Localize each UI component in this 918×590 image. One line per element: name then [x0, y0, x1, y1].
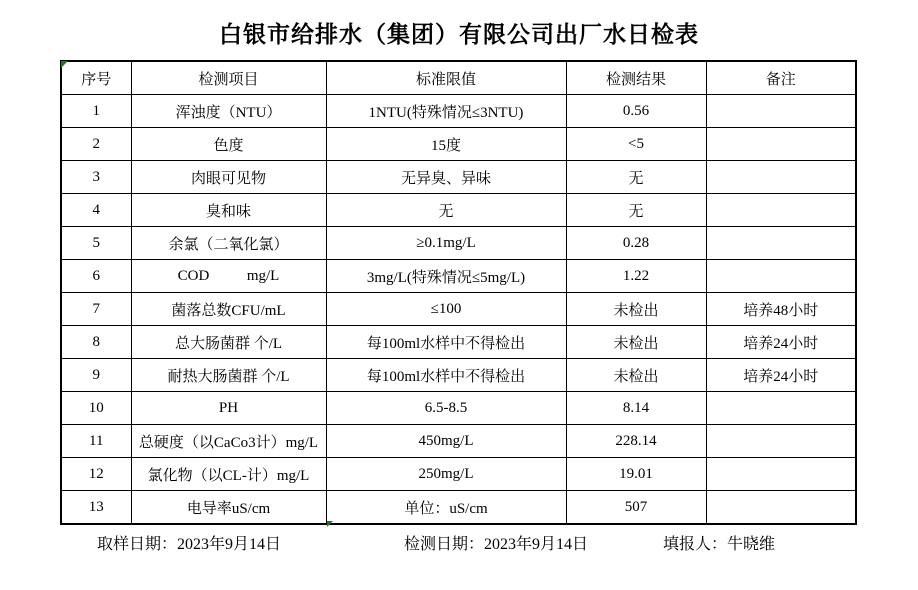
cell-standard: 15度: [326, 128, 566, 161]
cell-no: 11: [61, 425, 131, 458]
excel-error-marker-icon: [61, 61, 68, 68]
cell-no: 2: [61, 128, 131, 161]
column-header-standard: 标准限值: [326, 61, 566, 95]
cell-result: 无: [566, 194, 706, 227]
cell-remark: [706, 260, 856, 293]
cell-no: 12: [61, 458, 131, 491]
cell-item: 臭和味: [131, 194, 326, 227]
cell-item: 肉眼可见物: [131, 161, 326, 194]
cell-item: 菌落总数CFU/mL: [131, 293, 326, 326]
cell-item: 浑浊度（NTU）: [131, 95, 326, 128]
column-header-no: 序号: [61, 61, 131, 95]
cell-result: 0.28: [566, 227, 706, 260]
cell-no: 7: [61, 293, 131, 326]
cell-standard: 无: [326, 194, 566, 227]
cell-remark: [706, 425, 856, 458]
sampling-date-label: 取样日期：2023年9月14日: [97, 536, 282, 553]
cell-remark: [706, 227, 856, 260]
cell-item: 电导率uS/cm: [131, 491, 326, 525]
cell-no: 13: [61, 491, 131, 525]
cell-result: <5: [566, 128, 706, 161]
cell-item: 色度: [131, 128, 326, 161]
table-row: [61, 128, 856, 161]
cell-standard: 3mg/L(特殊情况≤5mg/L): [326, 260, 566, 293]
cell-result: 507: [566, 491, 706, 525]
table-row: [61, 491, 856, 525]
inspection-table: [60, 60, 857, 525]
cell-standard: 每100ml水样中不得检出: [326, 359, 566, 392]
cell-remark: [706, 95, 856, 128]
column-header-item: 检测项目: [131, 61, 326, 95]
cell-no: 6: [61, 260, 131, 293]
cell-result: 未检出: [566, 359, 706, 392]
cell-result: 19.01: [566, 458, 706, 491]
cell-remark: 培养24小时: [706, 326, 856, 359]
cell-item: 总大肠菌群 个/L: [131, 326, 326, 359]
cell-remark: [706, 392, 856, 425]
cell-standard: ≤100: [326, 293, 566, 326]
cell-remark: [706, 128, 856, 161]
cell-standard: 250mg/L: [326, 458, 566, 491]
cell-no: 1: [61, 95, 131, 128]
cell-item: 氯化物（以CL-计）mg/L: [131, 458, 326, 491]
column-header-remark: 备注: [706, 61, 856, 95]
cell-no: 5: [61, 227, 131, 260]
cell-result: 无: [566, 161, 706, 194]
cell-remark: [706, 161, 856, 194]
cell-standard: 无异臭、异味: [326, 161, 566, 194]
cell-item: 余氯（二氧化氯）: [131, 227, 326, 260]
cell-no: 8: [61, 326, 131, 359]
table-body: [61, 95, 856, 525]
column-header-result: 检测结果: [566, 61, 706, 95]
cell-standard: 6.5-8.5: [326, 392, 566, 425]
cell-remark: 培养24小时: [706, 359, 856, 392]
cell-result: 未检出: [566, 326, 706, 359]
test-date-label: 检测日期：2023年9月14日: [404, 536, 589, 553]
table-row: [61, 326, 856, 359]
table-row: [61, 227, 856, 260]
cell-remark: [706, 194, 856, 227]
table-row: [61, 425, 856, 458]
reporter-label: 填报人：牛晓维: [663, 536, 776, 553]
cell-result: 0.56: [566, 95, 706, 128]
cell-standard: 单位：uS/cm: [326, 491, 566, 525]
cell-standard: 每100ml水样中不得检出: [326, 326, 566, 359]
table-row: [61, 194, 856, 227]
cell-result: 228.14: [566, 425, 706, 458]
table-row: [61, 260, 856, 293]
cell-remark: [706, 458, 856, 491]
cell-standard: 450mg/L: [326, 425, 566, 458]
cell-no: 4: [61, 194, 131, 227]
cell-item: 耐热大肠菌群 个/L: [131, 359, 326, 392]
table-row: [61, 458, 856, 491]
table-row: [61, 95, 856, 128]
cell-standard: ≥0.1mg/L: [326, 227, 566, 260]
cell-result: 8.14: [566, 392, 706, 425]
cell-item: 总硬度（以CaCo3计）mg/L: [131, 425, 326, 458]
cell-no: 3: [61, 161, 131, 194]
cell-remark: 培养48小时: [706, 293, 856, 326]
cell-result: 1.22: [566, 260, 706, 293]
cell-remark: [706, 491, 856, 525]
table-row: [61, 293, 856, 326]
page-title: 白银市给排水（集团）有限公司出厂水日检表: [219, 22, 699, 47]
cell-result: 未检出: [566, 293, 706, 326]
cell-no: 9: [61, 359, 131, 392]
cell-item: PH: [131, 392, 326, 425]
cell-standard: 1NTU(特殊情况≤3NTU): [326, 95, 566, 128]
table-row: [61, 392, 856, 425]
cell-no: 10: [61, 392, 131, 425]
table-row: [61, 359, 856, 392]
table-header-row: [61, 61, 856, 95]
table-row: [61, 161, 856, 194]
cell-item: COD mg/L: [131, 260, 326, 293]
excel-error-marker-icon: [327, 521, 333, 527]
